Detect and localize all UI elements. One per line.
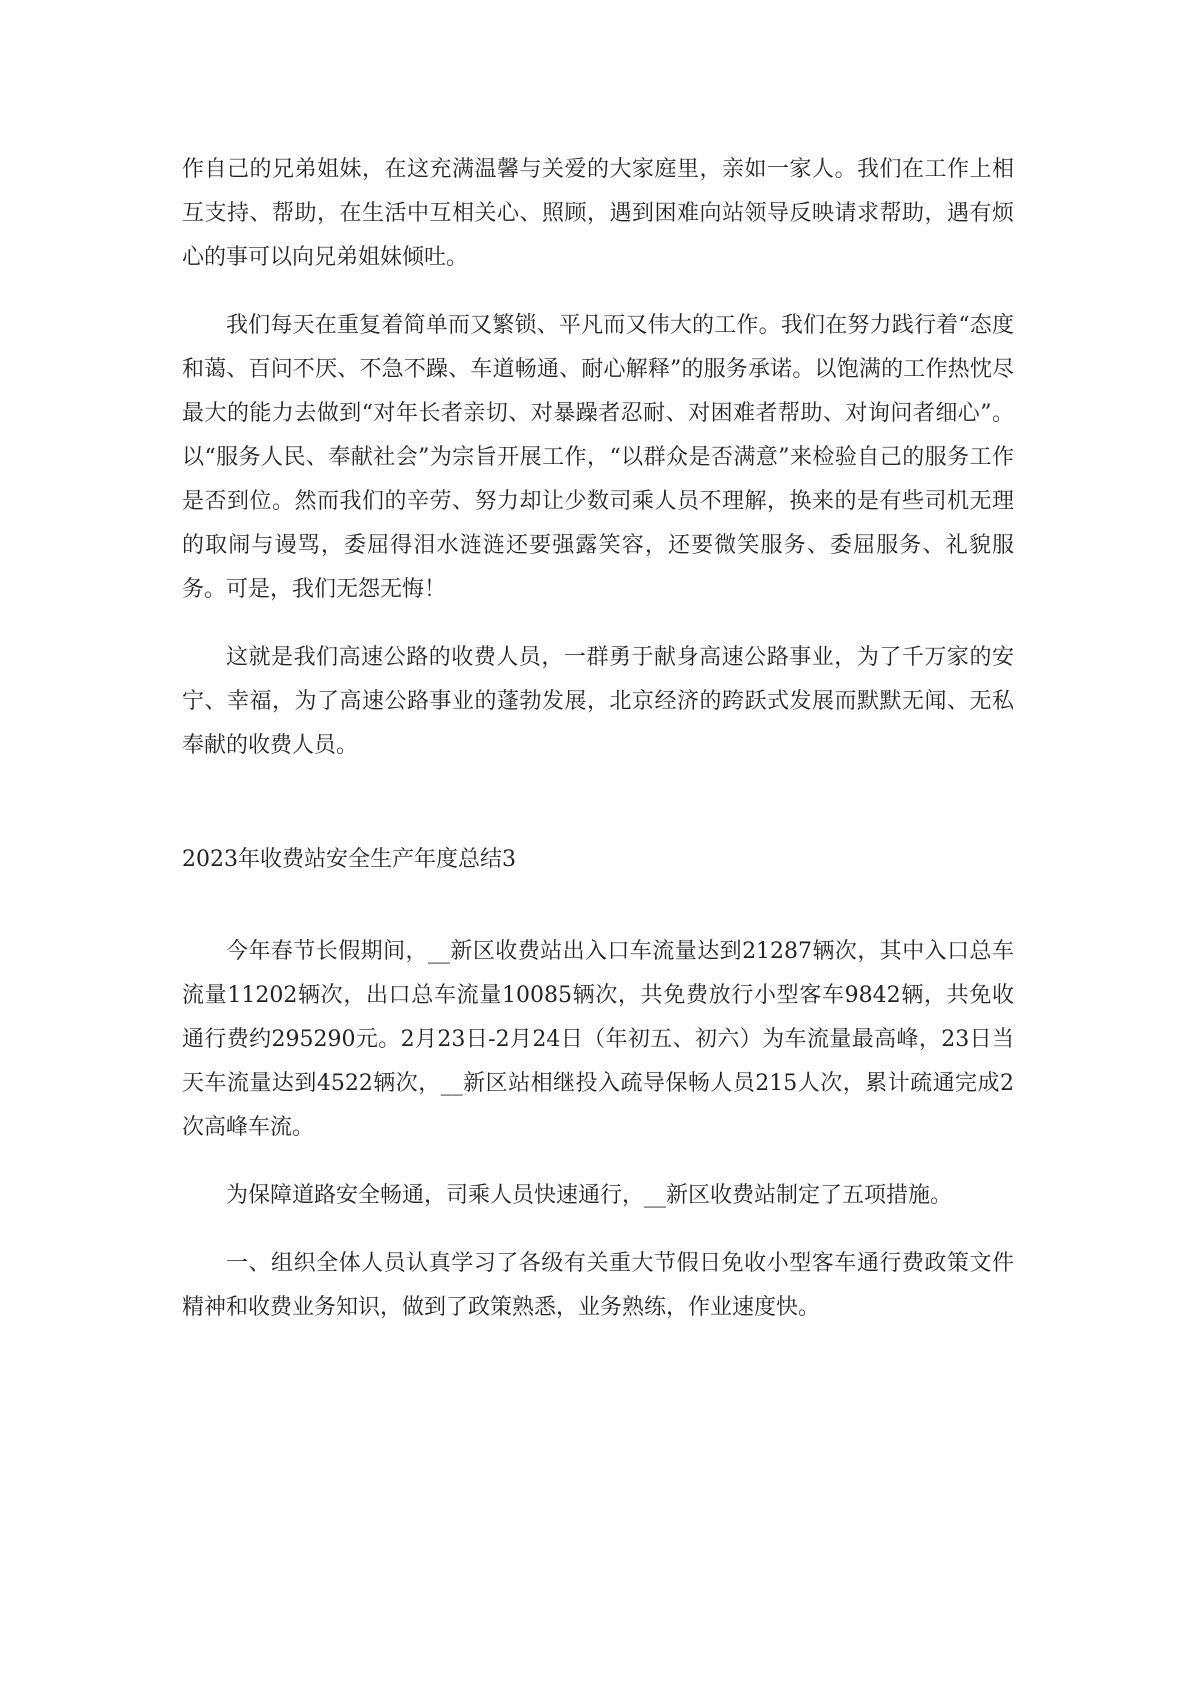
paragraph-toll-staff: 这就是我们高速公路的收费人员，一群勇于献身高速公路事业，为了千万家的安宁、幸福，为了高速公路事业的蓬勃发展，北京经济的跨跃式发展而默默无闻、无私奉献的收费人员。 <box>182 645 1014 758</box>
document-body <box>182 148 1014 1330</box>
paragraph-spring-festival-traffic: 今年春节长假期间，__新区收费站出入口车流量达到21287辆次，其中入口总车流量11202辆次，出口总车流量10085辆次，共免费放行小型客车9842辆，共免收通行费约295290元。2月23日-2月24日（年初五、初六）为车流量最高峰，23日当天车流量达到4522辆次，__新区站相继投入疏导保畅人员215人次，累计疏通完成2次高峰车流。 <box>182 939 1014 1140</box>
paragraph-five-measures: 为保障道路安全畅通，司乘人员快速通行，__新区收费站制定了五项措施。 <box>226 1183 953 1208</box>
section-title: 2023年收费站安全生产年度总结3 <box>182 847 516 872</box>
paragraph-measure-one: 一、组织全体人员认真学习了各级有关重大节假日免收小型客车通行费政策文件精神和收费业务知识，做到了政策熟悉，业务熟练，作业速度快。 <box>182 1251 1014 1320</box>
paragraph-service-commitment: 我们每天在重复着简单而又繁锁、平凡而又伟大的工作。我们在努力践行着“态度和蔼、百问不厌、不急不躁、车道畅通、耐心解释”的服务承诺。以饱满的工作热忱尽最大的能力去做到“对年长者亲切、对暴躁者忍耐、对困难者帮助、对询问者细心”。以“服务人民、奉献社会”为宗旨开展工作，“以群众是否满意”来检验自己的服务工作是否到位。然而我们的辛劳、努力却让少数司乘人员不理解，换来的是有些司机无理的取闹与谩骂，委屈得泪水涟涟还要强露笑容，还要微笑服务、委屈服务、礼貌服务。可是，我们无怨无悔！ <box>182 313 1014 602</box>
paragraph-continuation: 作自己的兄弟姐妹，在这充满温馨与关爱的大家庭里，亲如一家人。我们在工作上相互支持、帮助，在生活中互相关心、照顾，遇到困难向站领导反映请求帮助，遇有烦心的事可以向兄弟姐妹倾吐。 <box>182 157 1014 270</box>
